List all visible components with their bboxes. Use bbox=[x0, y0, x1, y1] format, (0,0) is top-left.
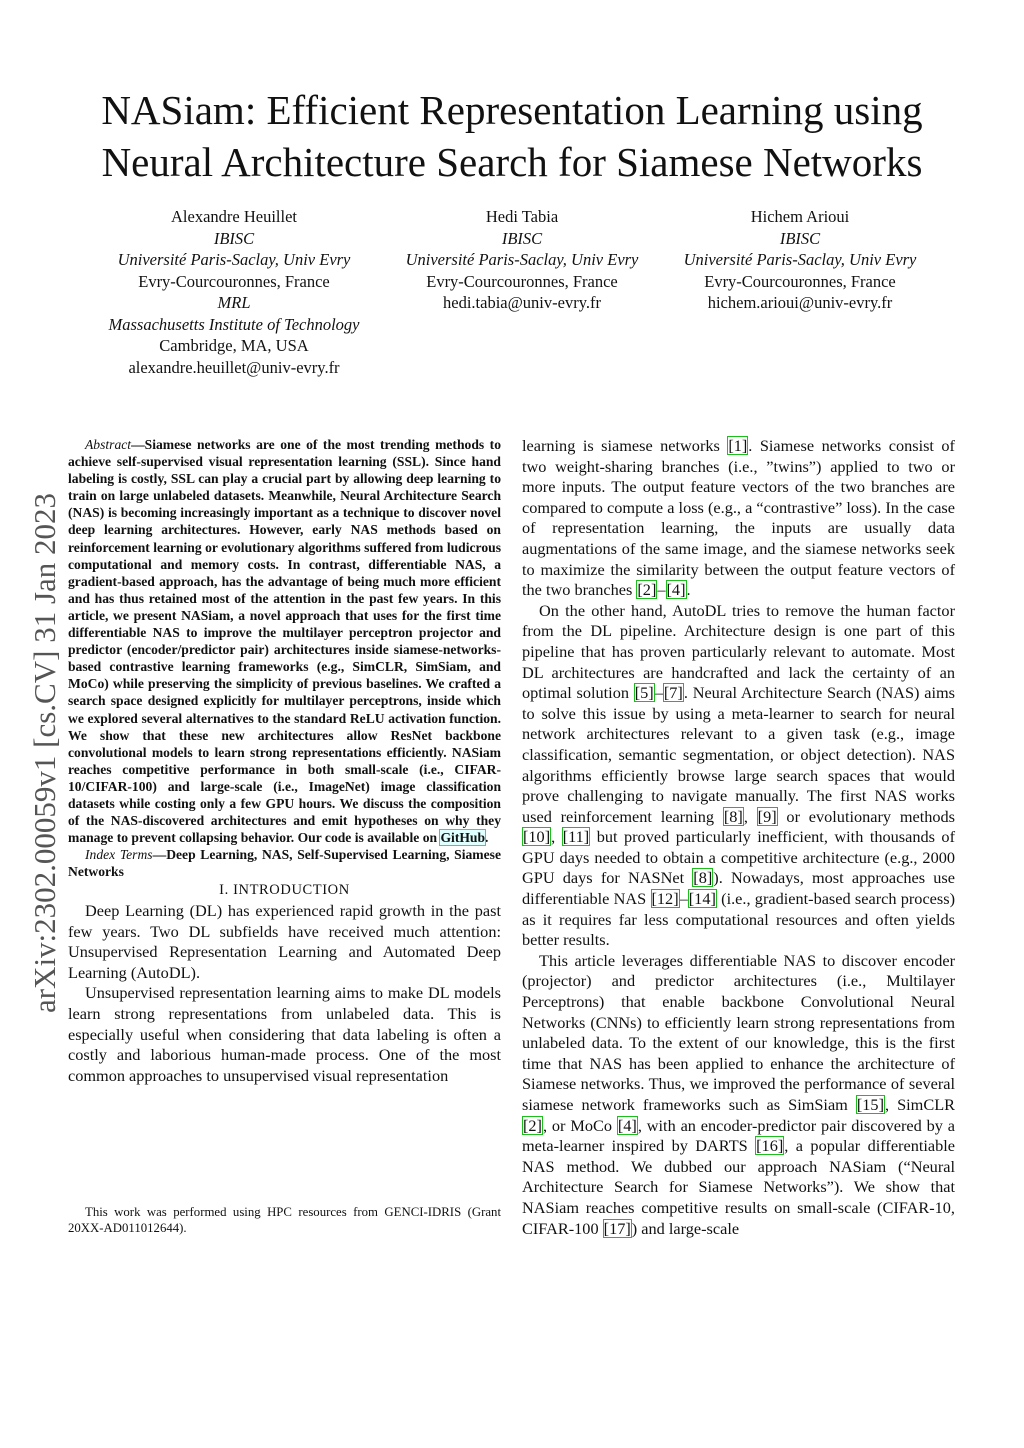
citation-link[interactable]: [17] bbox=[603, 1218, 631, 1238]
author-affiliation-2: MRL bbox=[217, 293, 251, 312]
text-run: , bbox=[551, 827, 562, 847]
citation-link[interactable]: [14] bbox=[688, 889, 716, 909]
text-run: . Siamese networks consist of two weight-sharing branches (i.e., ”twins”) applied to two or more inputs. The output feature vectors of the two branches are compared to compute a loss (e.g., a “contrastive” loss). In the case of representation learning, the inputs are usually data augmentations of the same image, and the siamese networks seek to maximize the similarity between the output feature vectors of the two branches bbox=[522, 436, 955, 600]
text-run: but proved particularly inefficient, with thousands of GPU days needed to obtain a competitive architecture (e.g., 2000 GPU days for NASNet bbox=[522, 827, 955, 888]
right-paragraph-3 bbox=[522, 951, 955, 1239]
citation-link[interactable]: [5] bbox=[634, 683, 654, 703]
paper-title: NASiam: Efficient Representation Learning using Neural Architecture Search for Siamese Networks bbox=[101, 87, 923, 185]
text-run: , SimCLR bbox=[885, 1095, 955, 1114]
text-run: – bbox=[654, 683, 663, 703]
abstract-text: —Siamese networks are one of the most trending methods to achieve self-supervised visual representation learning (SSL). Since hand labeling is costly, SSL can play a crucial part by allowing deep learning to train on large unlabeled datasets. Meanwhile, Neural Architecture Search (NAS) is becoming increasingly important as a technique to discover novel deep learning architectures. However, early NAS methods based on reinforcement learning or evolutionary algorithms suffered from ludicrous computational and memory costs. In contrast, differentiable NAS, a gradient-based approach, has the advantage of being much more efficient and has thus retained most of the attention in the past few years. In this article, we present NASiam, a novel approach that uses for the first time differentiable NAS to improve the multilayer perceptron projector and predictor (encoder/predictor pair) architectures inside siamese-networks-based contrastive learning frameworks (e.g., SimCLR, SimSiam, and MoCo) while preserving the simplicity of previous baselines. We crafted a search space designed explicitly for multilayer perceptrons, inside which we explored several alternatives to the standard ReLU activation function. We show that these new architectures allow ResNet backbone convolutional models to learn strong representations efficiently. NASiam reaches competitive performance in both small-scale (i.e., CIFAR-10/CIFAR-100) and large-scale (i.e., ImageNet) image classification datasets while costing only a few GPU hours. We discuss the composition of the NAS-discovered architectures and emit hypotheses on why they manage to prevent collapsing behavior. Our code is available on bbox=[68, 437, 501, 846]
section-heading-introduction bbox=[68, 880, 501, 901]
abstract bbox=[68, 436, 501, 846]
citation-link[interactable]: [10] bbox=[523, 827, 551, 847]
right-column bbox=[522, 436, 955, 1239]
intro-paragraph-1: Deep Learning (DL) has experienced rapid growth in the past few years. Two DL subfields have received much attention: Unsupervised Representation Learning and Automated Deep Learning (AutoDL). bbox=[68, 901, 501, 982]
citation-link[interactable]: [9] bbox=[757, 806, 777, 826]
author-block-3 bbox=[650, 206, 950, 314]
arxiv-identifier: arXiv:2302.00059v1 [cs.CV] 31 Jan 2023 bbox=[27, 492, 62, 1014]
text-run: , with an encoder-predictor pair discovered by a meta-learner inspired by DARTS bbox=[522, 1115, 955, 1156]
author-city: Evry-Courcouronnes, France bbox=[426, 271, 618, 291]
text-run: or evolutionary methods bbox=[777, 806, 956, 826]
citation-link[interactable]: [11] bbox=[562, 827, 590, 847]
footnote-text: This work was performed using HPC resources from GENCI-IDRIS (Grant 20XX-AD011012644). bbox=[68, 1205, 501, 1235]
author-university: Université Paris-Saclay, Univ Evry bbox=[117, 250, 351, 269]
text-run: ). Nowadays, most approaches use differentiable NAS bbox=[522, 868, 955, 909]
text-run: This article leverages differentiable NAS to discover encoder (projector) and predictor architectures (i.e., Multilayer Perceptrons) that enable backbone Convolutional Neural Networks (CNNs) to efficiently learn strong representations from unlabeled data. To the extent of our knowledge, this is the first time that NAS has been applied to enhance the architecture of Siamese networks. Thus, we improved the performance of several siamese network frameworks such as SimSiam bbox=[522, 950, 955, 1114]
citation-link[interactable]: [12] bbox=[651, 889, 679, 909]
text-run: , or MoCo bbox=[542, 1115, 617, 1135]
author-name: Hichem Arioui bbox=[750, 207, 850, 226]
author-university: Université Paris-Saclay, Univ Evry bbox=[405, 250, 639, 269]
text-run: (i.e., gradient-based search process) as it requires far less computational resources and often yields better results. bbox=[522, 889, 955, 950]
citation-link[interactable]: [8] bbox=[723, 806, 743, 826]
index-terms-label: Index Terms bbox=[85, 847, 153, 863]
author-city-2: Cambridge, MA, USA bbox=[159, 336, 309, 355]
author-name: Hedi Tabia bbox=[485, 207, 559, 226]
author-email: alexandre.heuillet@univ-evry.fr bbox=[128, 357, 340, 377]
text-run: learning is siamese networks bbox=[522, 436, 728, 455]
text-run: . bbox=[686, 580, 691, 600]
right-paragraph-1 bbox=[522, 436, 955, 601]
intro-paragraph-2: Unsupervised representation learning aims to make DL models learn strong representations from unlabeled data. This is especially useful when considering that data labeling is often a costly and laborious human-made process. One of the most common approaches to unsupervised visual representation bbox=[68, 983, 501, 1085]
abstract-end: . bbox=[485, 830, 489, 846]
author-email: hichem.arioui@univ-evry.fr bbox=[707, 293, 893, 312]
left-column bbox=[68, 436, 501, 1086]
citation-link[interactable]: [8] bbox=[693, 868, 713, 888]
author-email: hedi.tabia@univ-evry.fr bbox=[443, 293, 601, 312]
right-paragraph-2 bbox=[522, 601, 955, 951]
author-city: Evry-Courcouronnes, France bbox=[704, 271, 896, 291]
citation-link[interactable]: [1] bbox=[728, 436, 748, 455]
footnote bbox=[68, 1204, 501, 1236]
author-affiliation: IBISC bbox=[501, 228, 543, 248]
section-title-rest: NTRODUCTION bbox=[238, 882, 350, 899]
citation-link[interactable]: [2] bbox=[637, 580, 657, 600]
section-number: I. bbox=[219, 882, 234, 899]
citation-link[interactable]: [4] bbox=[617, 1115, 637, 1135]
author-block-1 bbox=[84, 206, 384, 378]
index-terms bbox=[68, 846, 501, 880]
text-run: . Neural Architecture Search (NAS) aims to solve this issue by using a meta-learner to search for neural network architectures relevant to a given task (e.g., image classification, semantic segmentation, or object detection). NAS algorithms efficiently browse large search spaces that would prove challenging to navigate manually. The first NAS works used reinforcement learning bbox=[522, 683, 955, 826]
index-terms-text: —Deep Learning, NAS, Self-Supervised Learning, Siamese Networks bbox=[68, 847, 501, 880]
citation-link[interactable]: [7] bbox=[663, 683, 683, 703]
text-run: , bbox=[743, 806, 757, 826]
text-run: On the other hand, AutoDL tries to remove the human factor from the DL pipeline. Architecture design is one part of this pipeline that has proven particularly relevant to automate. Most DL architectures are handcrafted and lack the certainty of an optimal solution bbox=[522, 600, 955, 703]
github-link[interactable]: GitHub bbox=[440, 830, 486, 846]
author-affiliation: IBISC bbox=[779, 228, 821, 248]
text-run: – bbox=[679, 889, 688, 909]
citation-link[interactable]: [2] bbox=[523, 1115, 542, 1135]
citation-link[interactable]: [16] bbox=[756, 1136, 784, 1156]
author-university-2: Massachusetts Institute of Technology bbox=[108, 314, 360, 334]
citation-link[interactable]: [4] bbox=[666, 580, 686, 600]
section-title-initial: I bbox=[233, 882, 239, 899]
author-block-2 bbox=[372, 206, 672, 314]
author-city: Evry-Courcouronnes, France bbox=[138, 271, 330, 291]
author-name: Alexandre Heuillet bbox=[171, 207, 297, 226]
abstract-label: Abstract bbox=[85, 437, 132, 452]
author-affiliation: IBISC bbox=[213, 228, 255, 248]
text-run: , a popular differentiable NAS method. We dubbed our approach NASiam (“Neural Architecture Search for Siamese Networks”). We show that NASiam reaches competitive results on small-scale (CIFAR-10, CIFAR-100 bbox=[522, 1136, 955, 1238]
text-run: – bbox=[657, 580, 666, 600]
text-run: ) and large-scale bbox=[631, 1218, 740, 1238]
author-university: Université Paris-Saclay, Univ Evry bbox=[683, 250, 917, 269]
citation-link[interactable]: [15] bbox=[856, 1095, 884, 1114]
